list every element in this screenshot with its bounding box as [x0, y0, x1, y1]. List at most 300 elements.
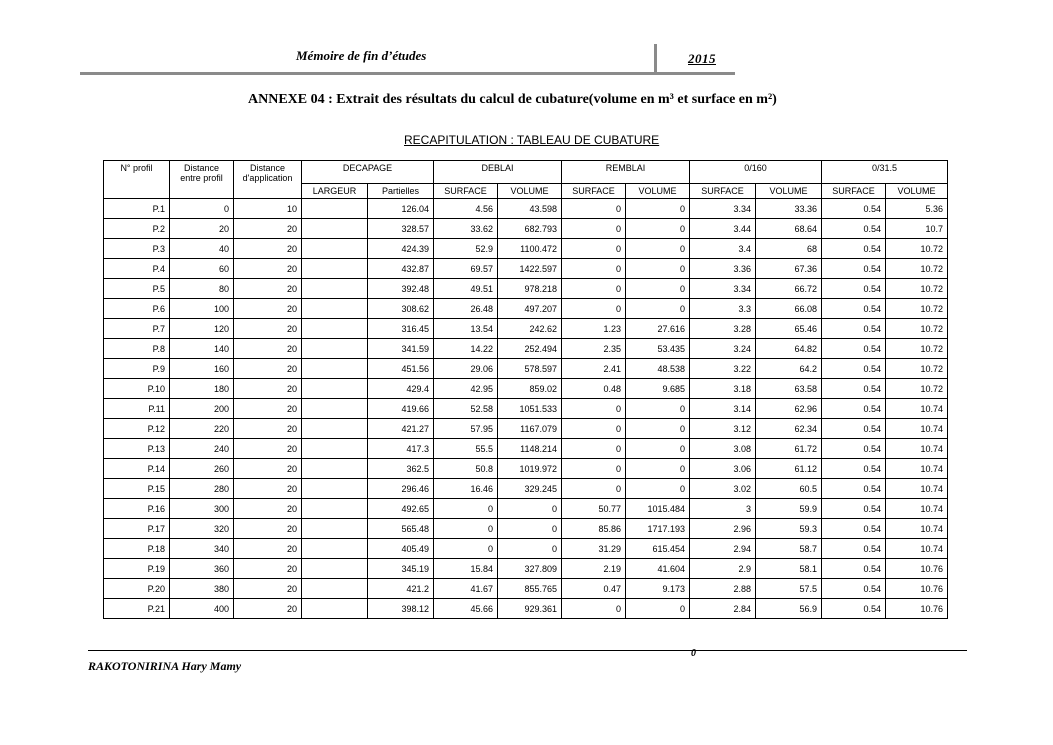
cell-deblai-surface: 33.62 [434, 219, 498, 239]
cell-deblai-volume: 0 [498, 519, 562, 539]
cell-deblai-surface: 16.46 [434, 479, 498, 499]
cell-remblai-volume: 9.685 [626, 379, 690, 399]
cell-profil: P.2 [104, 219, 170, 239]
cell-0-31-5-surface: 0.54 [822, 399, 886, 419]
cell-0-160-volume: 58.7 [756, 539, 822, 559]
running-header-title: Mémoire de fin d’études [296, 48, 427, 63]
cell-largeur [302, 319, 368, 339]
cell-0-31-5-surface: 0.54 [822, 439, 886, 459]
cell-partielles: 424.39 [368, 239, 434, 259]
cell-0-160-volume: 63.58 [756, 379, 822, 399]
cell-0-160-surface: 3.34 [690, 199, 756, 219]
cell-remblai-volume: 41.604 [626, 559, 690, 579]
subheader-partielles: Partielles [368, 184, 434, 199]
cell-profil: P.16 [104, 499, 170, 519]
table-row [104, 519, 948, 539]
cell-distance-application: 20 [234, 479, 302, 499]
cell-0-160-volume: 64.2 [756, 359, 822, 379]
cell-profil: P.12 [104, 419, 170, 439]
cell-distance-entre-profil: 200 [170, 399, 234, 419]
cell-profil: P.18 [104, 539, 170, 559]
cell-distance-application: 20 [234, 599, 302, 619]
cell-largeur [302, 299, 368, 319]
table-title: RECAPITULATION : TABLEAU DE CUBATURE [404, 133, 660, 147]
table-row [104, 499, 948, 519]
cell-largeur [302, 439, 368, 459]
cell-distance-application: 20 [234, 419, 302, 439]
cell-deblai-volume: 43.598 [498, 199, 562, 219]
table-row [104, 219, 948, 239]
cell-deblai-surface: 0 [434, 499, 498, 519]
running-header-year: 2015 [688, 51, 716, 66]
cell-remblai-surface: 0 [562, 199, 626, 219]
cell-profil: P.14 [104, 459, 170, 479]
cell-distance-application: 20 [234, 459, 302, 479]
footer-author: RAKOTONIRINA Hary Mamy [88, 659, 242, 673]
cell-0-160-volume: 60.5 [756, 479, 822, 499]
cell-0-160-surface: 3.12 [690, 419, 756, 439]
cell-deblai-surface: 57.95 [434, 419, 498, 439]
cell-remblai-surface: 50.77 [562, 499, 626, 519]
header-0-31-5: 0/31.5 [822, 161, 948, 184]
subheader-largeur: LARGEUR [302, 184, 368, 199]
cell-largeur [302, 199, 368, 219]
cell-deblai-volume: 1422.597 [498, 259, 562, 279]
cell-distance-entre-profil: 80 [170, 279, 234, 299]
cell-remblai-volume: 0 [626, 279, 690, 299]
cell-remblai-volume: 0 [626, 239, 690, 259]
cell-profil: P.21 [104, 599, 170, 619]
cell-profil: P.5 [104, 279, 170, 299]
cell-0-31-5-surface: 0.54 [822, 299, 886, 319]
cell-0-160-surface: 3.22 [690, 359, 756, 379]
cell-deblai-volume: 0 [498, 499, 562, 519]
table-row [104, 579, 948, 599]
subheader-0-160-surface: SURFACE [690, 184, 756, 199]
table-row [104, 379, 948, 399]
cell-remblai-volume: 0 [626, 439, 690, 459]
cell-distance-entre-profil: 280 [170, 479, 234, 499]
cell-0-160-surface: 3.28 [690, 319, 756, 339]
cell-largeur [302, 259, 368, 279]
header-rule [80, 72, 735, 75]
cell-distance-entre-profil: 100 [170, 299, 234, 319]
table-row [104, 359, 948, 379]
table-row [104, 239, 948, 259]
cell-partielles: 405.49 [368, 539, 434, 559]
cell-distance-application: 20 [234, 579, 302, 599]
cell-deblai-volume: 497.207 [498, 299, 562, 319]
cell-0-31-5-volume: 10.74 [886, 399, 948, 419]
cell-largeur [302, 459, 368, 479]
cell-remblai-surface: 85.86 [562, 519, 626, 539]
cell-profil: P.4 [104, 259, 170, 279]
subheader-0-31-5-surface: SURFACE [822, 184, 886, 199]
cell-partielles: 429.4 [368, 379, 434, 399]
cell-0-31-5-volume: 10.74 [886, 539, 948, 559]
cell-deblai-volume: 1148.214 [498, 439, 562, 459]
subheader-0-160-volume: VOLUME [756, 184, 822, 199]
header-distance-application: Distance d'application [234, 161, 302, 199]
cell-remblai-surface: 0.48 [562, 379, 626, 399]
cell-0-31-5-volume: 10.72 [886, 319, 948, 339]
cell-distance-entre-profil: 240 [170, 439, 234, 459]
cell-deblai-surface: 52.58 [434, 399, 498, 419]
cell-deblai-surface: 55.5 [434, 439, 498, 459]
table-row [104, 599, 948, 619]
table-row [104, 439, 948, 459]
cell-deblai-volume: 978.218 [498, 279, 562, 299]
cell-0-160-surface: 3.06 [690, 459, 756, 479]
cell-largeur [302, 239, 368, 259]
cell-0-31-5-volume: 10.76 [886, 559, 948, 579]
cell-partielles: 417.3 [368, 439, 434, 459]
cell-partielles: 451.56 [368, 359, 434, 379]
cell-deblai-surface: 0 [434, 539, 498, 559]
cell-remblai-surface: 0 [562, 239, 626, 259]
cell-remblai-surface: 0 [562, 259, 626, 279]
cell-remblai-volume: 615.454 [626, 539, 690, 559]
cell-remblai-volume: 0 [626, 419, 690, 439]
subheader-remblai-volume: VOLUME [626, 184, 690, 199]
cell-0-31-5-surface: 0.54 [822, 219, 886, 239]
cell-0-31-5-volume: 10.72 [886, 299, 948, 319]
cell-remblai-volume: 0 [626, 399, 690, 419]
cell-0-31-5-surface: 0.54 [822, 379, 886, 399]
cell-0-31-5-volume: 10.74 [886, 439, 948, 459]
table-row [104, 539, 948, 559]
footer-rule [88, 650, 967, 651]
cell-distance-application: 20 [234, 539, 302, 559]
cell-0-160-volume: 66.08 [756, 299, 822, 319]
cell-partielles: 316.45 [368, 319, 434, 339]
cell-0-160-surface: 3.02 [690, 479, 756, 499]
cell-0-160-surface: 3.14 [690, 399, 756, 419]
cell-partielles: 328.57 [368, 219, 434, 239]
cell-deblai-surface: 50.8 [434, 459, 498, 479]
cell-0-31-5-volume: 10.72 [886, 239, 948, 259]
cell-profil: P.17 [104, 519, 170, 539]
cell-0-160-volume: 66.72 [756, 279, 822, 299]
subheader-deblai-surface: SURFACE [434, 184, 498, 199]
cell-profil: P.3 [104, 239, 170, 259]
subheader-0-31-5-volume: VOLUME [886, 184, 948, 199]
cell-remblai-surface: 0 [562, 219, 626, 239]
cell-partielles: 362.5 [368, 459, 434, 479]
header-remblai: REMBLAI [562, 161, 690, 184]
cell-remblai-surface: 0 [562, 419, 626, 439]
cell-deblai-surface: 13.54 [434, 319, 498, 339]
cell-distance-application: 20 [234, 219, 302, 239]
cell-deblai-surface: 42.95 [434, 379, 498, 399]
cell-0-31-5-volume: 10.72 [886, 279, 948, 299]
cell-profil: P.6 [104, 299, 170, 319]
cell-distance-application: 20 [234, 399, 302, 419]
cell-0-160-volume: 59.9 [756, 499, 822, 519]
cell-0-160-volume: 68 [756, 239, 822, 259]
cell-0-31-5-volume: 5.36 [886, 199, 948, 219]
cell-distance-application: 20 [234, 339, 302, 359]
cell-deblai-volume: 859.02 [498, 379, 562, 399]
cell-distance-entre-profil: 40 [170, 239, 234, 259]
cell-remblai-surface: 0 [562, 399, 626, 419]
cell-0-160-surface: 2.84 [690, 599, 756, 619]
cell-remblai-volume: 0 [626, 299, 690, 319]
cell-deblai-volume: 1019.972 [498, 459, 562, 479]
cell-remblai-surface: 0.47 [562, 579, 626, 599]
cell-0-160-volume: 61.72 [756, 439, 822, 459]
table-row [104, 199, 948, 219]
cell-largeur [302, 219, 368, 239]
cell-partielles: 392.48 [368, 279, 434, 299]
cell-partielles: 421.2 [368, 579, 434, 599]
cell-largeur [302, 579, 368, 599]
subheader-deblai-volume: VOLUME [498, 184, 562, 199]
cell-largeur [302, 399, 368, 419]
cell-distance-application: 20 [234, 379, 302, 399]
cell-0-160-surface: 2.9 [690, 559, 756, 579]
header-distance-entre-profil: Distance entre profil [170, 161, 234, 199]
cell-partielles: 398.12 [368, 599, 434, 619]
cell-0-160-surface: 3.3 [690, 299, 756, 319]
cell-remblai-surface: 0 [562, 279, 626, 299]
cell-deblai-volume: 1100.472 [498, 239, 562, 259]
table-row [104, 319, 948, 339]
cell-0-31-5-surface: 0.54 [822, 239, 886, 259]
cell-remblai-surface: 31.29 [562, 539, 626, 559]
page-number: 0 [691, 648, 696, 659]
cell-partielles: 296.46 [368, 479, 434, 499]
cell-distance-entre-profil: 380 [170, 579, 234, 599]
cell-remblai-volume: 9.173 [626, 579, 690, 599]
cell-deblai-volume: 855.765 [498, 579, 562, 599]
header-profil: N° profil [104, 161, 170, 199]
cell-deblai-surface: 14.22 [434, 339, 498, 359]
table-row [104, 479, 948, 499]
cell-distance-entre-profil: 120 [170, 319, 234, 339]
cell-deblai-volume: 0 [498, 539, 562, 559]
cell-deblai-volume: 329.245 [498, 479, 562, 499]
cell-0-31-5-surface: 0.54 [822, 539, 886, 559]
cell-0-31-5-surface: 0.54 [822, 559, 886, 579]
cell-remblai-surface: 0 [562, 299, 626, 319]
cell-deblai-volume: 242.62 [498, 319, 562, 339]
cell-profil: P.11 [104, 399, 170, 419]
cell-remblai-volume: 1717.193 [626, 519, 690, 539]
cell-remblai-volume: 53.435 [626, 339, 690, 359]
cell-0-31-5-surface: 0.54 [822, 499, 886, 519]
cell-0-31-5-surface: 0.54 [822, 459, 886, 479]
cell-0-160-volume: 62.96 [756, 399, 822, 419]
cell-0-31-5-surface: 0.54 [822, 339, 886, 359]
cell-largeur [302, 379, 368, 399]
cell-distance-application: 10 [234, 199, 302, 219]
cell-profil: P.20 [104, 579, 170, 599]
cell-0-31-5-volume: 10.74 [886, 519, 948, 539]
cell-distance-application: 20 [234, 439, 302, 459]
cell-0-31-5-surface: 0.54 [822, 519, 886, 539]
cell-profil: P.10 [104, 379, 170, 399]
cell-0-160-surface: 2.94 [690, 539, 756, 559]
table-row [104, 279, 948, 299]
table-row [104, 299, 948, 319]
cell-deblai-volume: 578.597 [498, 359, 562, 379]
cell-0-160-surface: 3.08 [690, 439, 756, 459]
cell-0-31-5-volume: 10.72 [886, 379, 948, 399]
cell-partielles: 421.27 [368, 419, 434, 439]
table-group-header-row [104, 161, 948, 184]
cell-largeur [302, 599, 368, 619]
cell-largeur [302, 419, 368, 439]
table-row [104, 419, 948, 439]
cell-0-160-surface: 3 [690, 499, 756, 519]
cell-profil: P.1 [104, 199, 170, 219]
cell-0-31-5-surface: 0.54 [822, 599, 886, 619]
cell-partielles: 432.87 [368, 259, 434, 279]
cell-deblai-surface: 15.84 [434, 559, 498, 579]
cell-deblai-surface: 45.66 [434, 599, 498, 619]
cell-0-31-5-volume: 10.74 [886, 479, 948, 499]
table-row [104, 259, 948, 279]
cell-0-31-5-volume: 10.76 [886, 599, 948, 619]
cell-remblai-volume: 0 [626, 199, 690, 219]
cell-deblai-surface: 69.57 [434, 259, 498, 279]
cell-largeur [302, 339, 368, 359]
cell-0-160-volume: 58.1 [756, 559, 822, 579]
cell-partielles: 492.65 [368, 499, 434, 519]
cell-0-160-volume: 65.46 [756, 319, 822, 339]
cell-0-31-5-surface: 0.54 [822, 359, 886, 379]
cell-distance-application: 20 [234, 259, 302, 279]
cell-0-160-volume: 62.34 [756, 419, 822, 439]
annex-title: ANNEXE 04 : Extrait des résultats du calcul de cubature(volume en m³ et surface en m²) [248, 92, 777, 107]
cell-distance-entre-profil: 180 [170, 379, 234, 399]
cell-deblai-surface: 26.48 [434, 299, 498, 319]
cell-remblai-volume: 48.538 [626, 359, 690, 379]
cell-deblai-volume: 252.494 [498, 339, 562, 359]
cell-deblai-surface: 29.06 [434, 359, 498, 379]
cell-profil: P.13 [104, 439, 170, 459]
cell-0-160-volume: 57.5 [756, 579, 822, 599]
cell-deblai-volume: 682.793 [498, 219, 562, 239]
cell-distance-application: 20 [234, 279, 302, 299]
cell-distance-application: 20 [234, 359, 302, 379]
header-0-160: 0/160 [690, 161, 822, 184]
cell-profil: P.7 [104, 319, 170, 339]
cell-remblai-surface: 2.41 [562, 359, 626, 379]
cell-0-160-volume: 64.82 [756, 339, 822, 359]
cell-remblai-volume: 0 [626, 259, 690, 279]
cell-distance-entre-profil: 140 [170, 339, 234, 359]
cell-partielles: 126.04 [368, 199, 434, 219]
cell-0-160-volume: 59.3 [756, 519, 822, 539]
cell-remblai-surface: 0 [562, 599, 626, 619]
cell-remblai-surface: 0 [562, 459, 626, 479]
cell-largeur [302, 479, 368, 499]
cell-profil: P.8 [104, 339, 170, 359]
cell-partielles: 341.59 [368, 339, 434, 359]
cell-distance-application: 20 [234, 559, 302, 579]
cell-remblai-volume: 1015.484 [626, 499, 690, 519]
cell-0-31-5-volume: 10.74 [886, 459, 948, 479]
cell-0-31-5-surface: 0.54 [822, 319, 886, 339]
cell-0-160-surface: 3.34 [690, 279, 756, 299]
cell-deblai-volume: 1167.079 [498, 419, 562, 439]
cell-distance-entre-profil: 220 [170, 419, 234, 439]
subheader-remblai-surface: SURFACE [562, 184, 626, 199]
cell-0-160-surface: 3.18 [690, 379, 756, 399]
table-row [104, 559, 948, 579]
cell-profil: P.19 [104, 559, 170, 579]
cell-distance-application: 20 [234, 519, 302, 539]
cell-distance-entre-profil: 160 [170, 359, 234, 379]
cell-largeur [302, 539, 368, 559]
cell-deblai-surface: 52.9 [434, 239, 498, 259]
cell-remblai-volume: 0 [626, 459, 690, 479]
cell-deblai-surface: 41.67 [434, 579, 498, 599]
cell-0-160-volume: 67.36 [756, 259, 822, 279]
cubature-table [103, 160, 948, 619]
cell-distance-entre-profil: 300 [170, 499, 234, 519]
table-row [104, 399, 948, 419]
cell-deblai-surface: 0 [434, 519, 498, 539]
cell-deblai-volume: 1051.533 [498, 399, 562, 419]
cell-0-160-volume: 68.64 [756, 219, 822, 239]
cell-0-160-volume: 33.36 [756, 199, 822, 219]
table-row [104, 339, 948, 359]
cell-deblai-volume: 929.361 [498, 599, 562, 619]
cell-remblai-surface: 1.23 [562, 319, 626, 339]
cell-0-31-5-volume: 10.76 [886, 579, 948, 599]
cell-0-160-surface: 3.4 [690, 239, 756, 259]
cell-0-31-5-surface: 0.54 [822, 579, 886, 599]
cell-distance-application: 20 [234, 319, 302, 339]
cell-remblai-surface: 0 [562, 479, 626, 499]
header-decapage: DECAPAGE [302, 161, 434, 184]
cell-0-160-surface: 3.36 [690, 259, 756, 279]
header-deblai: DEBLAI [434, 161, 562, 184]
cell-0-31-5-surface: 0.54 [822, 279, 886, 299]
cell-0-31-5-volume: 10.7 [886, 219, 948, 239]
cell-remblai-surface: 2.35 [562, 339, 626, 359]
cell-distance-entre-profil: 400 [170, 599, 234, 619]
cell-0-31-5-volume: 10.74 [886, 419, 948, 439]
cell-0-160-surface: 3.44 [690, 219, 756, 239]
cell-partielles: 345.19 [368, 559, 434, 579]
cell-remblai-surface: 2.19 [562, 559, 626, 579]
cell-distance-application: 20 [234, 239, 302, 259]
cell-distance-application: 20 [234, 299, 302, 319]
cell-profil: P.15 [104, 479, 170, 499]
cell-largeur [302, 519, 368, 539]
cell-remblai-volume: 0 [626, 479, 690, 499]
cell-0-31-5-surface: 0.54 [822, 199, 886, 219]
cell-largeur [302, 359, 368, 379]
cell-0-31-5-volume: 10.72 [886, 359, 948, 379]
cell-0-31-5-volume: 10.72 [886, 339, 948, 359]
cell-remblai-volume: 0 [626, 599, 690, 619]
cell-remblai-surface: 0 [562, 439, 626, 459]
cell-distance-entre-profil: 360 [170, 559, 234, 579]
cell-partielles: 308.62 [368, 299, 434, 319]
cell-deblai-surface: 4.56 [434, 199, 498, 219]
header-separator [654, 44, 657, 73]
cell-deblai-volume: 327.809 [498, 559, 562, 579]
cell-partielles: 419.66 [368, 399, 434, 419]
cell-distance-entre-profil: 60 [170, 259, 234, 279]
cell-0-31-5-surface: 0.54 [822, 259, 886, 279]
cell-distance-entre-profil: 260 [170, 459, 234, 479]
